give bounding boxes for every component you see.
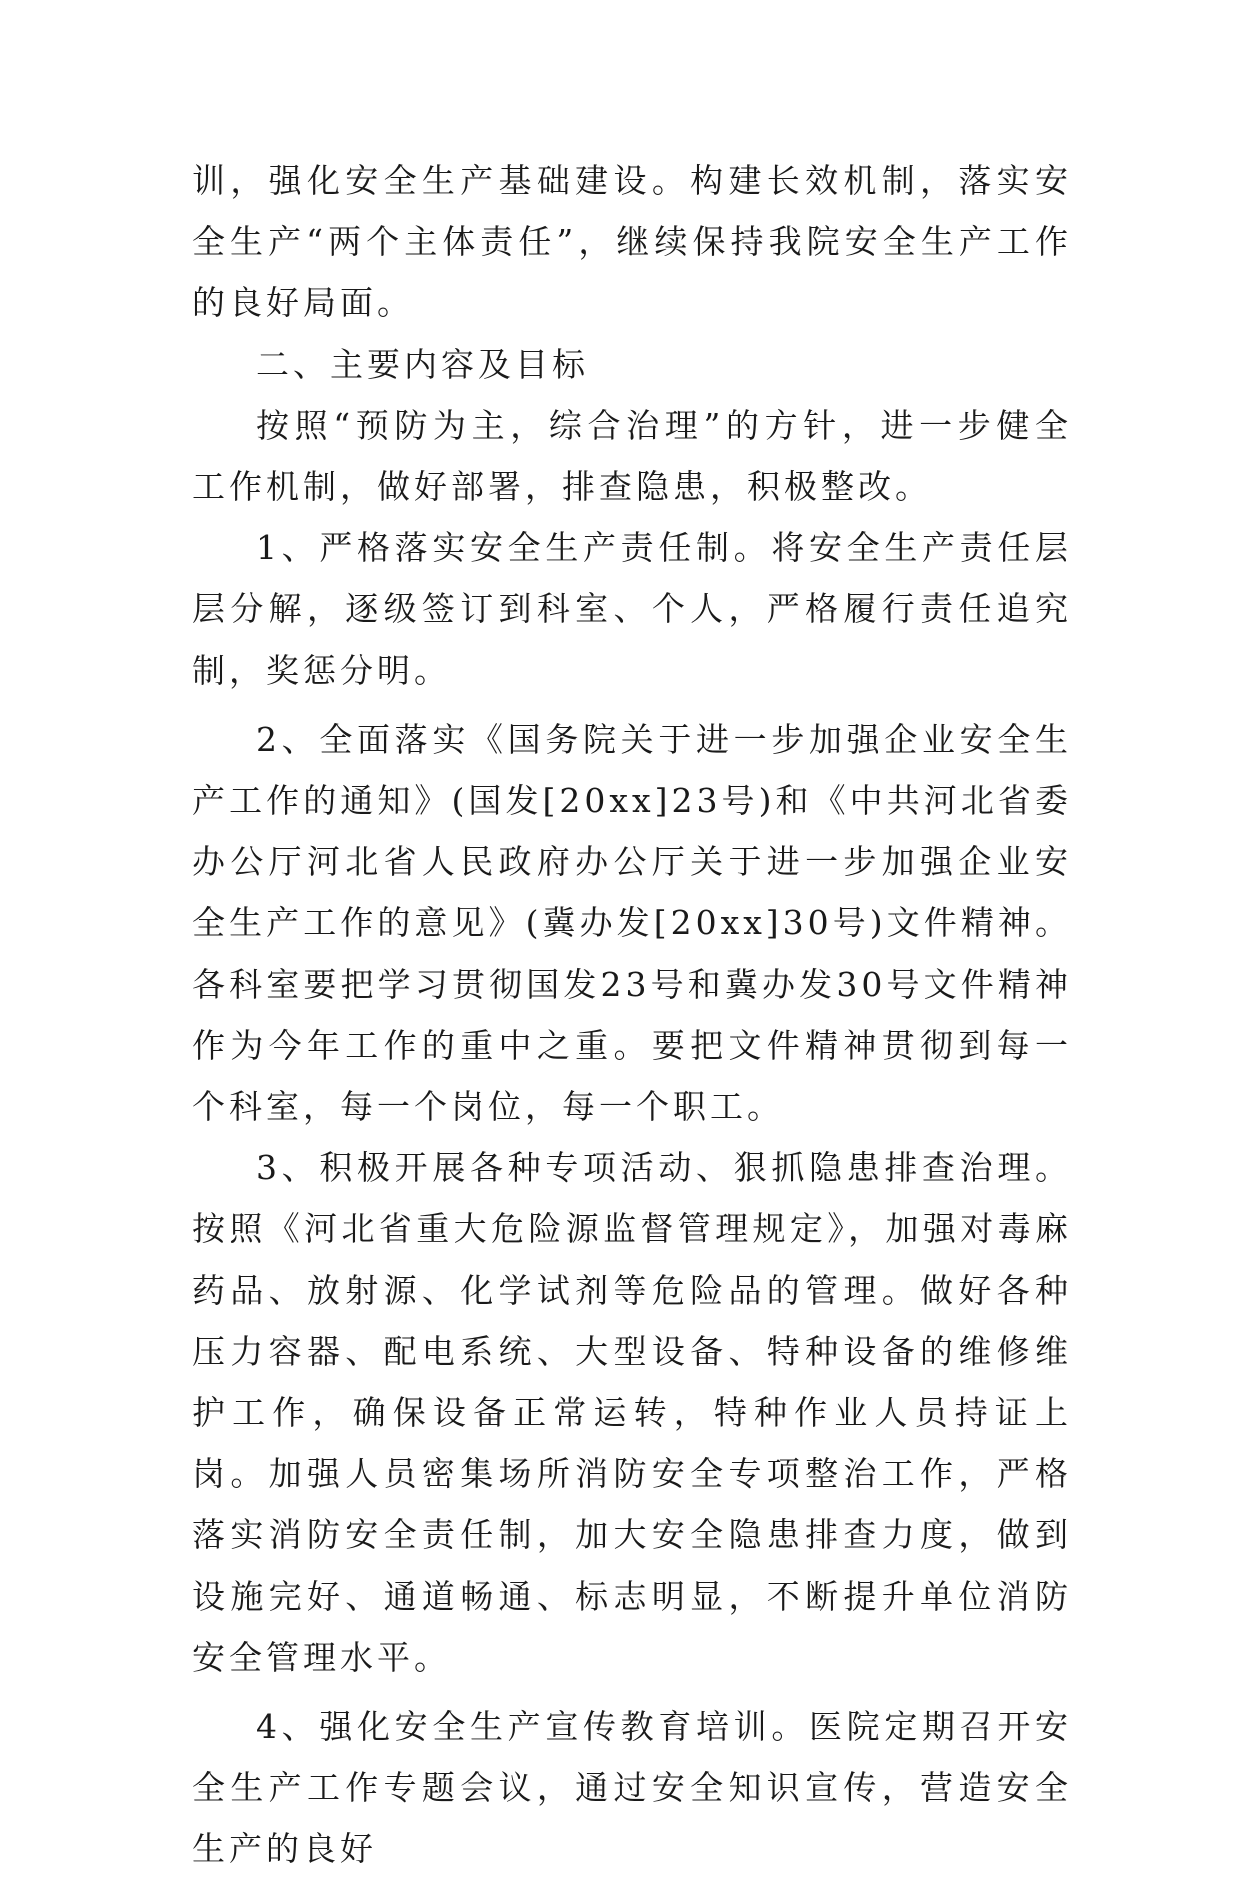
- paragraph-guideline: 按照“预防为主，综合治理”的方针，进一步健全工作机制，做好部署，排查隐患，积极整改。: [192, 405, 1072, 507]
- document-body: [192, 150, 1072, 1880]
- list-item-4: 4、强化安全生产宣传教育培训。医院定期召开安全生产工作专题会议，通过安全知识宣传，营造安全生产的良好: [192, 1707, 1072, 1869]
- paragraph-continuation: 训，强化安全生产基础建设。构建长效机制，落实安全生产“两个主体责任”，继续保持我院安全生产工作的良好局面。: [192, 161, 1072, 323]
- list-item-1: 1、严格落实安全生产责任制。将安全生产责任层层分解，逐级签订到科室、个人，严格履行责任追究制，奖惩分明。: [192, 528, 1072, 690]
- section-heading: 二、主要内容及目标: [256, 344, 589, 384]
- list-item-3: 3、积极开展各种专项活动、狠抓隐患排查治理。按照《河北省重大危险源监督管理规定》，加强对毒麻药品、放射源、化学试剂等危险品的管理。做好各种压力容器、配电系统、大型设备、特种设备的维修维护工作，确保设备正常运转，特种作业人员持证上岗。加强人员密集场所消防安全专项整治工作，严格落实消防安全责任制，加大安全隐患排查力度，做到设施完好、通道畅通、标志明显，不断提升单位消防安全管理水平。: [192, 1148, 1072, 1677]
- list-item-2: 2、全面落实《国务院关于进一步加强企业安全生产工作的通知》(国发[20xx]23号)和《中共河北省委办公厅河北省人民政府办公厅关于进一步加强企业安全生产工作的意见》(冀办发[20xx]30号)文件精神。各科室要把学习贯彻国发23号和冀办发30号文件精神作为今年工作的重中之重。要把文件精神贯彻到每一个科室，每一个岗位，每一个职工。: [192, 719, 1072, 1127]
